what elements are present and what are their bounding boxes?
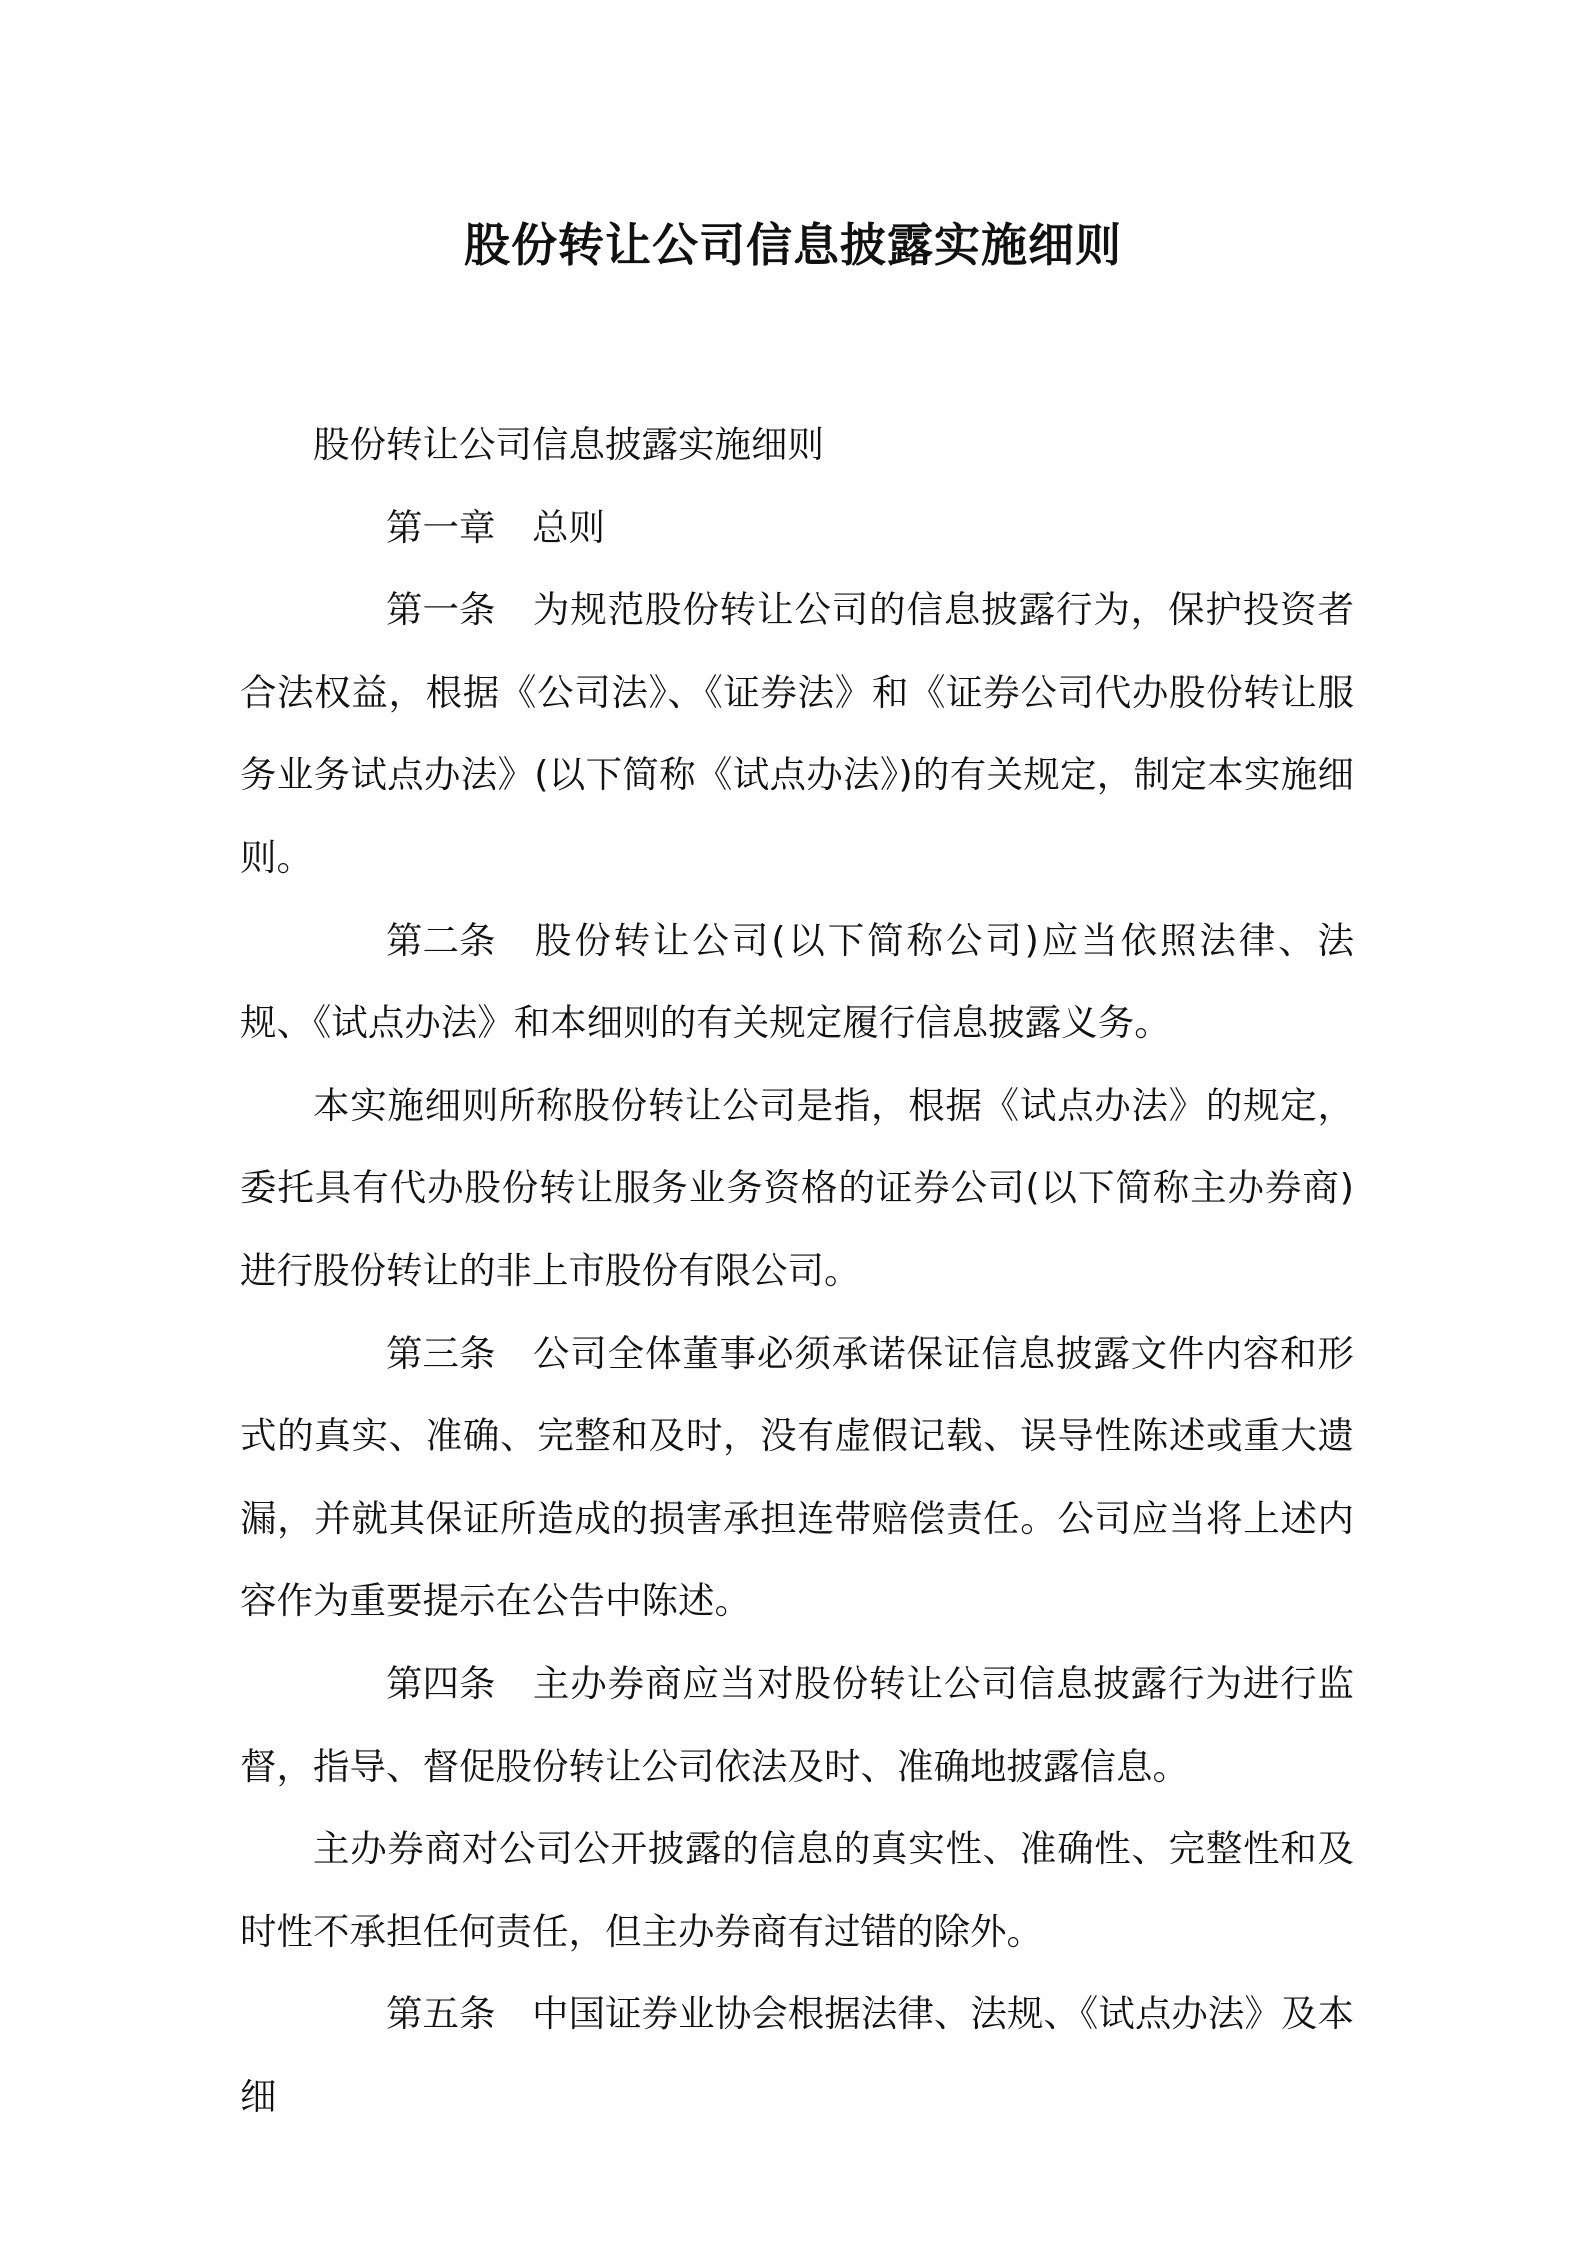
subtitle-text: 股份转让公司信息披露实施细则 <box>313 423 824 466</box>
article-5-number: 第五条 <box>386 1992 496 2036</box>
article-5-paragraph <box>240 1973 1354 2138</box>
article-5-text: 中国证券业协会根据法律、法规、《试点办法》及本细 <box>240 1992 1354 2118</box>
subtitle-paragraph <box>240 404 1354 487</box>
article-4-continuation-text: 主办券商对公司公开披露的信息的真实性、准确性、完整性和及时性不承担任何责任，但主办券商有过错的除外。 <box>240 1827 1354 1953</box>
chapter-heading <box>240 487 1354 570</box>
article-4-number: 第四条 <box>386 1661 496 1705</box>
article-2-text: 股份转让公司(以下简称公司)应当依照法律、法规、《试点办法》和本细则的有关规定履行信息披露义务。 <box>240 918 1354 1045</box>
article-1-text: 为规范股份转让公司的信息披露行为，保护投资者合法权益，根据《公司法》、《证券法》和《证券公司代办股份转让服务业务试点办法》(以下简称《试点办法》)的有关规定，制定本实施细则。 <box>240 588 1354 879</box>
document-body <box>240 404 1354 2138</box>
article-2-continuation-paragraph <box>240 1065 1354 1313</box>
article-2-continuation-text: 本实施细则所称股份转让公司是指，根据《试点办法》的规定，委托具有代办股份转让服务业务资格的证券公司(以下简称主办券商)进行股份转让的非上市股份有限公司。 <box>240 1083 1354 1292</box>
article-2-number: 第二条 <box>386 918 496 962</box>
article-3-paragraph <box>240 1313 1354 1643</box>
article-4-paragraph <box>240 1643 1354 1808</box>
article-3-number: 第三条 <box>386 1331 496 1375</box>
article-4-continuation-paragraph <box>240 1808 1354 1973</box>
chapter-name: 总则 <box>532 505 605 549</box>
article-2-paragraph <box>240 900 1354 1065</box>
article-1-number: 第一条 <box>386 588 496 632</box>
article-1-paragraph <box>240 569 1354 899</box>
document-title: 股份转让公司信息披露实施细则 <box>464 218 1122 272</box>
chapter-number: 第一章 <box>386 505 496 549</box>
article-4-text: 主办券商应当对股份转让公司信息披露行为进行监督，指导、督促股份转让公司依法及时、准确地披露信息。 <box>240 1661 1354 1788</box>
article-3-text: 公司全体董事必须承诺保证信息披露文件内容和形式的真实、准确、完整和及时，没有虚假记载、误导性陈述或重大遗漏，并就其保证所造成的损害承担连带赔偿责任。公司应当将上述内容作为重要提示在公告中陈述。 <box>240 1331 1354 1623</box>
